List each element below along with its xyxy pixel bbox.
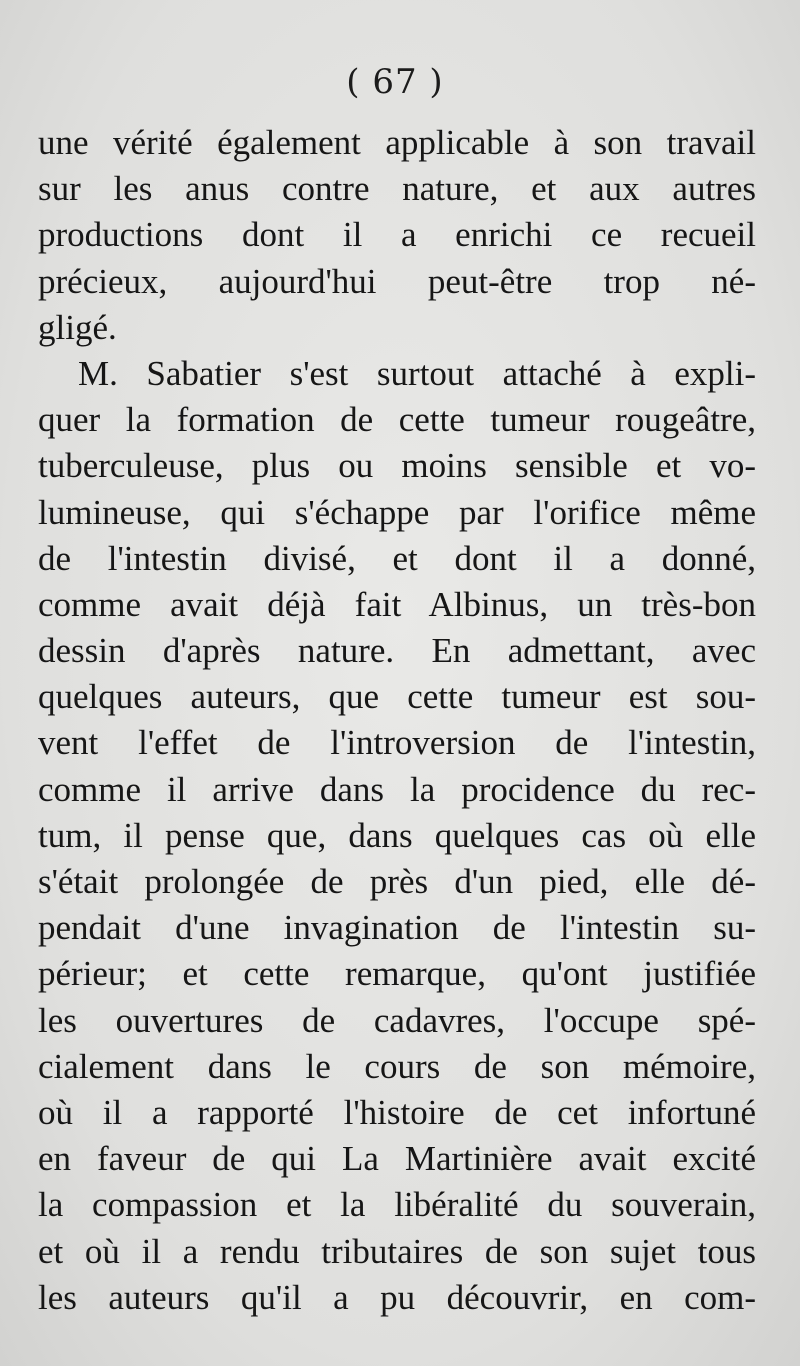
text-line: comme avait déjà fait Albinus, un très-bon xyxy=(38,584,756,624)
body-text xyxy=(38,120,756,1321)
text-line: précieux, aujourd'hui peut-être trop né- xyxy=(38,261,756,301)
text-line: lumineuse, qui s'échappe par l'orifice même xyxy=(38,492,756,532)
text-line: dessin d'après nature. En admettant, avec xyxy=(38,631,756,671)
text-line: de l'intestin divisé, et dont il a donné, xyxy=(38,538,756,578)
text-line: gligé. xyxy=(38,307,117,347)
text-line: pendait d'une invagination de l'intestin su- xyxy=(38,908,756,948)
text-line: périeur; et cette remarque, qu'ont justifiée xyxy=(38,954,756,994)
text-line: vent l'effet de l'introversion de l'intestin, xyxy=(38,723,756,763)
text-line: tuberculeuse, plus ou moins sensible et vo- xyxy=(38,446,756,486)
text-line: sur les anus contre nature, et aux autres xyxy=(38,169,756,209)
text-line: où il a rapporté l'histoire de cet infortuné xyxy=(38,1092,756,1132)
text-line: comme il arrive dans la procidence du rec- xyxy=(38,769,756,809)
text-line: tum, il pense que, dans quelques cas où elle xyxy=(38,815,756,855)
text-line: les ouvertures de cadavres, l'occupe spé- xyxy=(38,1000,756,1040)
text-line: une vérité également applicable à son travail xyxy=(38,123,756,162)
text-line: productions dont il a enrichi ce recueil xyxy=(38,215,756,255)
text-line: et où il a rendu tributaires de son sujet tous xyxy=(38,1231,756,1271)
text-line: en faveur de qui La Martinière avait excité xyxy=(38,1139,756,1179)
text-line: quer la formation de cette tumeur rougeâtre, xyxy=(38,400,756,440)
text-line: cialement dans le cours de son mémoire, xyxy=(38,1046,756,1086)
text-line: la compassion et la libéralité du souverain, xyxy=(38,1185,756,1225)
paragraph-first-line: M. Sabatier s'est surtout attaché à expli- xyxy=(78,353,756,393)
text-line: s'était prolongée de près d'un pied, elle dé- xyxy=(38,862,756,901)
text-line: quelques auteurs, que cette tumeur est sou- xyxy=(38,677,756,717)
text-line: les auteurs qu'il a pu découvrir, en com- xyxy=(38,1277,756,1317)
page-number: ( 67 ) xyxy=(346,62,444,102)
